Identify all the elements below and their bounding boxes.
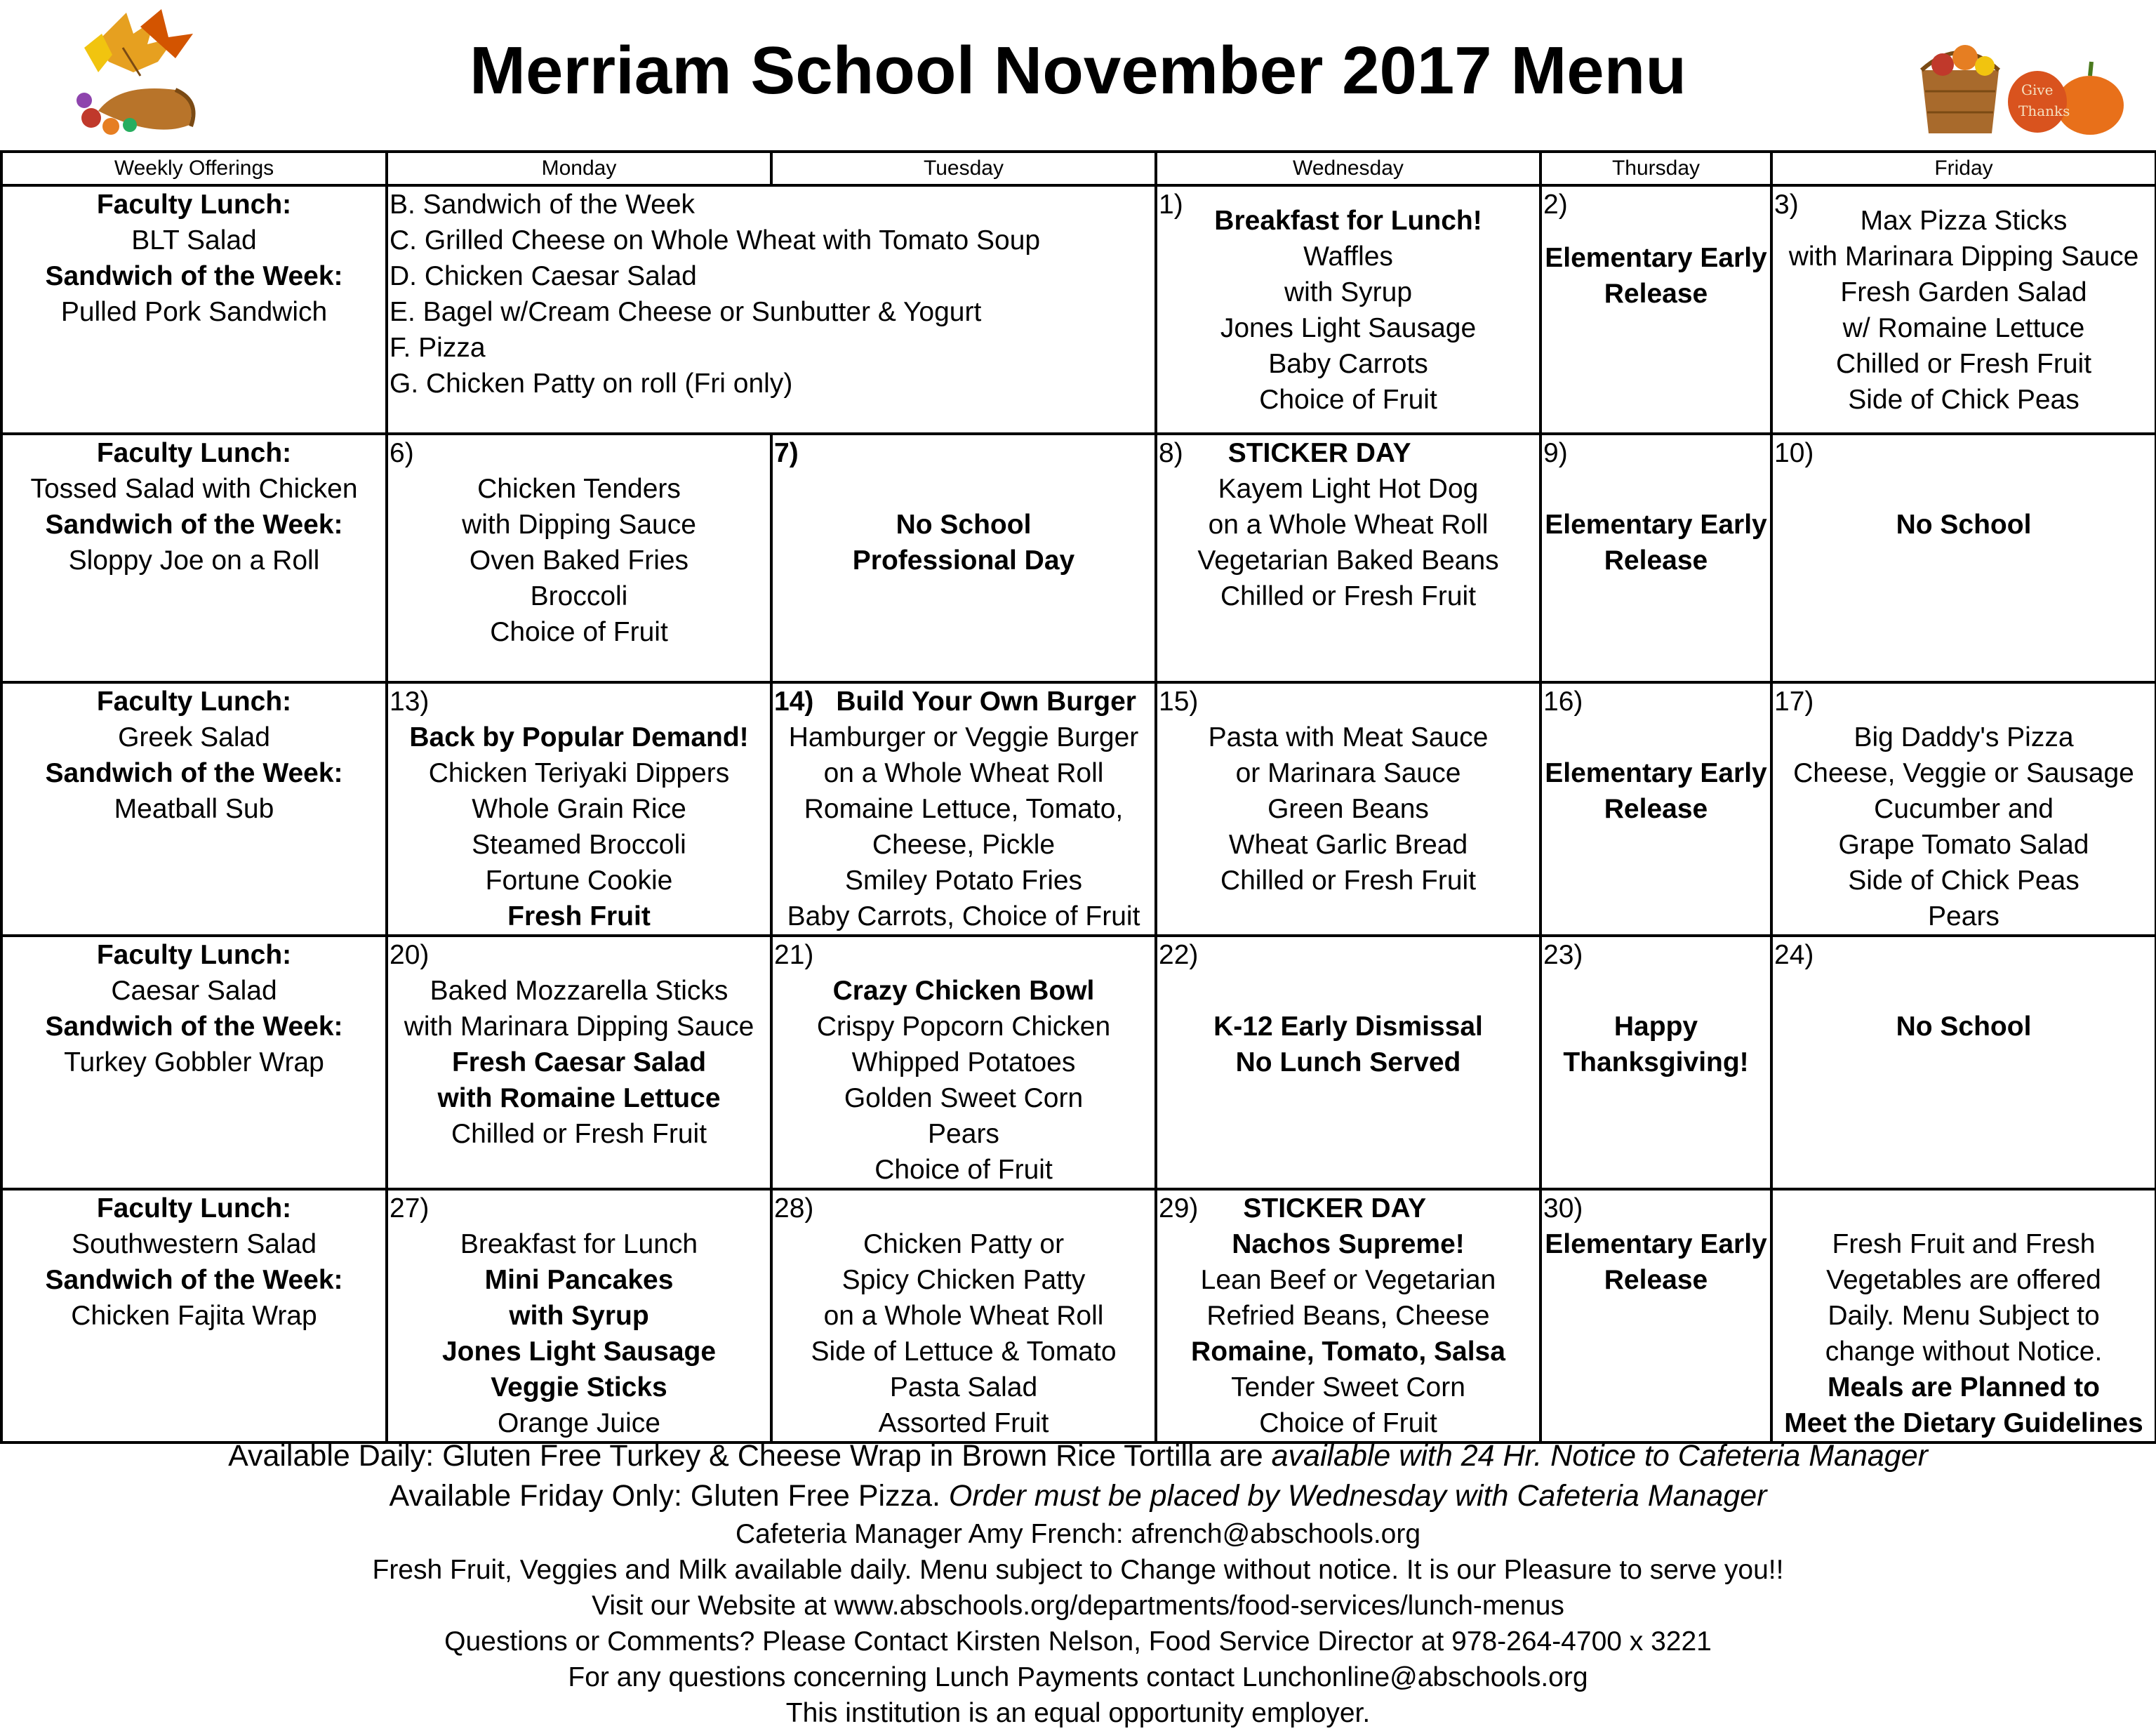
day-number	[1159, 435, 1538, 471]
day-cell	[387, 1189, 771, 1442]
menu-line: Max Pizza Sticks	[1860, 206, 2068, 236]
menu-line: Pasta with Meat Sauce	[1208, 722, 1489, 752]
week-row-3	[1, 682, 2156, 936]
footer-text: Available Friday Only: Gluten Free Pizza.	[389, 1479, 949, 1513]
menu-line: Fresh Fruit	[507, 901, 651, 931]
menu-line: Vegetarian Baked Beans	[1197, 545, 1499, 576]
menu-line: with Syrup	[509, 1301, 649, 1331]
column-header-monday: Monday	[387, 152, 771, 185]
menu-line: Chilled or Fresh Fruit	[1220, 581, 1477, 611]
menu-line: Side of Lettuce & Tomato	[811, 1337, 1117, 1367]
menu-line: No School	[1896, 1012, 2032, 1042]
page-title: Merriam School November 2017 Menu	[470, 33, 1686, 108]
menu-line: Refried Beans, Cheese	[1206, 1301, 1490, 1331]
build-burger-label: Build Your Own Burger	[836, 687, 1136, 717]
menu-line: Release	[1604, 279, 1708, 309]
offering-item: C. Grilled Cheese on Whole Wheat with Tomato Soup	[390, 225, 1041, 256]
menu-line: on a Whole Wheat Roll	[823, 758, 1104, 788]
day-number: 17)	[1774, 687, 1814, 717]
menu-line: K-12 Early Dismissal	[1213, 1012, 1483, 1042]
footer-equal-opportunity: This institution is an equal opportunity employer.	[785, 1698, 1371, 1728]
day-number: 23)	[1543, 940, 1583, 970]
day-cell	[1156, 936, 1541, 1189]
menu-line: Chilled or Fresh Fruit	[1220, 866, 1477, 896]
menu-line: Green Beans	[1267, 794, 1429, 824]
day-number: 20)	[390, 940, 430, 970]
day-cell	[1771, 682, 2156, 936]
day-number: 1)	[1159, 190, 1183, 220]
day-number: 13)	[390, 687, 430, 717]
day-number-text: 14)	[774, 687, 814, 717]
menu-line: Baked Mozzarella Sticks	[430, 976, 728, 1006]
menu-line: with Marinara Dipping Sauce	[1788, 241, 2139, 272]
menu-line: Chicken Tenders	[477, 474, 681, 504]
offering-item: E. Bagel w/Cream Cheese or Sunbutter & Yogurt	[390, 297, 982, 327]
day-cell	[1541, 936, 1771, 1189]
menu-line: Oven Baked Fries	[469, 545, 689, 576]
column-header-thursday: Thursday	[1541, 152, 1771, 185]
weekly-offerings-list	[387, 185, 1156, 434]
menu-line: with Marinara Dipping Sauce	[404, 1012, 754, 1042]
day-number: 3)	[1774, 190, 1799, 220]
menu-line: Grape Tomato Salad	[1838, 830, 2089, 860]
footer-text: Available Daily: Gluten Free Turkey & Cheese Wrap in Brown Rice Tortilla are	[228, 1439, 1272, 1473]
footer-fresh-fruit: Fresh Fruit, Veggies and Milk available daily. Menu subject to Change without notice. It is our Pleasure to serve you!!	[372, 1555, 1784, 1585]
menu-line: Crispy Popcorn Chicken	[816, 1012, 1111, 1042]
menu-line: Breakfast for Lunch!	[1214, 206, 1482, 236]
menu-line: Chilled or Fresh Fruit	[1835, 349, 2092, 379]
sandwich-label: Sandwich of the Week:	[45, 1012, 343, 1042]
sandwich-item: Meatball Sub	[114, 794, 274, 824]
menu-line: Elementary Early	[1545, 758, 1767, 788]
menu-line: Romaine, Tomato, Salsa	[1191, 1337, 1505, 1367]
menu-line: Elementary Early	[1545, 510, 1767, 540]
menu-line: Lean Beef or Vegetarian	[1200, 1265, 1496, 1295]
menu-line: Tender Sweet Corn	[1231, 1372, 1465, 1402]
menu-line: Happy	[1613, 1012, 1698, 1042]
menu-line: Meals are Planned to	[1828, 1372, 2100, 1402]
sandwich-label: Sandwich of the Week:	[45, 510, 343, 540]
day-number: 24)	[1774, 940, 1814, 970]
menu-line: Release	[1604, 545, 1708, 576]
menu-line: Waffles	[1303, 241, 1393, 272]
day-cell	[771, 936, 1156, 1189]
day-cell	[1541, 185, 1771, 434]
menu-line: No School	[896, 510, 1032, 540]
menu-table	[0, 150, 2156, 1444]
day-cell	[387, 682, 771, 936]
menu-line: No Lunch Served	[1235, 1047, 1461, 1077]
menu-line: Veggie Sticks	[491, 1372, 667, 1402]
faculty-cell	[1, 185, 387, 434]
menu-line: Steamed Broccoli	[472, 830, 686, 860]
menu-line: on a Whole Wheat Roll	[1208, 510, 1489, 540]
day-number	[1774, 1191, 2153, 1226]
sandwich-item: Pulled Pork Sandwich	[60, 297, 328, 327]
menu-line: Fresh Fruit and Fresh	[1832, 1229, 2096, 1259]
sandwich-label: Sandwich of the Week:	[45, 758, 343, 788]
menu-line: Side of Chick Peas	[1848, 385, 2080, 415]
faculty-cell	[1, 936, 387, 1189]
faculty-lunch-label: Faculty Lunch:	[96, 687, 292, 717]
faculty-cell	[1, 1189, 387, 1442]
week-row-5	[1, 1189, 2156, 1442]
day-number: 9)	[1543, 438, 1568, 468]
day-number: 30)	[1543, 1193, 1583, 1223]
sticker-day-label: STICKER DAY	[1243, 1193, 1427, 1223]
day-cell	[1541, 1189, 1771, 1442]
day-header-row	[1, 152, 2156, 185]
menu-line: Jones Light Sausage	[1220, 313, 1477, 343]
week-row-1	[1, 185, 2156, 434]
day-cell	[1156, 1189, 1541, 1442]
give-thanks-pumpkins-image	[1915, 7, 2125, 140]
day-cell	[1156, 434, 1541, 682]
menu-line: Wheat Garlic Bread	[1228, 830, 1468, 860]
faculty-lunch-item: BLT Salad	[131, 225, 257, 256]
faculty-cell	[1, 434, 387, 682]
week-row-2	[1, 434, 2156, 682]
menu-line: with Dipping Sauce	[462, 510, 696, 540]
day-number: 16)	[1543, 687, 1583, 717]
day-cell	[1156, 682, 1541, 936]
faculty-lunch-label: Faculty Lunch:	[96, 1193, 292, 1223]
menu-line: Fresh Garden Salad	[1840, 277, 2087, 307]
menu-line: Pears	[1928, 901, 1999, 931]
footer-lunch-payments: For any questions concerning Lunch Payments contact Lunchonline@abschools.org	[568, 1662, 1588, 1692]
faculty-lunch-item: Southwestern Salad	[71, 1229, 317, 1259]
day-cell	[1771, 1189, 2156, 1442]
menu-line: Elementary Early	[1545, 1229, 1767, 1259]
menu-line: Whole Grain Rice	[472, 794, 686, 824]
menu-line: w/ Romaine Lettuce	[1842, 313, 2085, 343]
day-number: 7)	[774, 438, 799, 468]
footer-gluten-free-pizza	[0, 1476, 2156, 1516]
sandwich-item: Sloppy Joe on a Roll	[68, 545, 320, 576]
menu-line: Baby Carrots, Choice of Fruit	[787, 901, 1140, 931]
faculty-cell	[1, 682, 387, 936]
offering-item: G. Chicken Patty on roll (Fri only)	[390, 369, 793, 399]
day-number: 15)	[1159, 687, 1199, 717]
menu-line: Chicken Teriyaki Dippers	[428, 758, 730, 788]
menu-line: Cheese, Veggie or Sausage	[1793, 758, 2134, 788]
menu-line: Fresh Caesar Salad	[451, 1047, 707, 1077]
day-number: 27)	[390, 1193, 430, 1223]
day-number: 2)	[1543, 190, 1568, 220]
column-header-friday: Friday	[1771, 152, 2156, 185]
menu-line: No School	[1896, 510, 2032, 540]
footer-website: Visit our Website at www.abschools.org/departments/food-services/lunch-menus	[592, 1591, 1564, 1621]
svg-text:Thanks: Thanks	[2018, 102, 2070, 119]
faculty-lunch-label: Faculty Lunch:	[96, 940, 292, 970]
menu-line: Broccoli	[530, 581, 628, 611]
day-cell	[771, 1189, 1156, 1442]
day-number	[1159, 1191, 1538, 1226]
menu-line: Breakfast for Lunch	[460, 1229, 698, 1259]
menu-line: Kayem Light Hot Dog	[1218, 474, 1479, 504]
menu-line: Golden Sweet Corn	[844, 1083, 1084, 1113]
menu-header	[0, 0, 2156, 149]
day-number: 22)	[1159, 940, 1199, 970]
day-number: 28)	[774, 1193, 814, 1223]
menu-line: Pasta Salad	[889, 1372, 1038, 1402]
footer-text-italic: available with 24 Hr. Notice to Cafeteria Manager	[1271, 1439, 1928, 1473]
day-cell	[771, 682, 1156, 936]
column-header-tuesday: Tuesday	[771, 152, 1156, 185]
menu-line: Daily. Menu Subject to	[1828, 1301, 2100, 1331]
faculty-lunch-item: Greek Salad	[118, 722, 270, 752]
menu-line: Choice of Fruit	[874, 1155, 1053, 1185]
footer-text-italic: Order must be placed by Wednesday with Cafeteria Manager	[948, 1479, 1767, 1513]
menu-line: Meet the Dietary Guidelines	[1784, 1408, 2143, 1438]
menu-line: Chicken Patty or	[863, 1229, 1065, 1259]
day-number: 6)	[390, 438, 414, 468]
sandwich-item: Turkey Gobbler Wrap	[64, 1047, 324, 1077]
give-thanks-sign-text: Give	[2021, 81, 2054, 98]
sandwich-label: Sandwich of the Week:	[45, 1265, 343, 1295]
day-cell	[1156, 185, 1541, 434]
sandwich-label: Sandwich of the Week:	[45, 261, 343, 291]
offering-item: F. Pizza	[390, 333, 486, 363]
menu-line: Cheese, Pickle	[872, 830, 1056, 860]
day-number	[774, 684, 1153, 719]
day-cell	[387, 936, 771, 1189]
menu-line: Romaine Lettuce, Tomato,	[804, 794, 1124, 824]
menu-line: Nachos Supreme!	[1232, 1229, 1465, 1259]
menu-line: with Syrup	[1284, 277, 1413, 307]
footer-questions: Questions or Comments? Please Contact Kirsten Nelson, Food Service Director at 978-264-4700 x 3221	[444, 1626, 1712, 1657]
menu-line: Back by Popular Demand!	[409, 722, 749, 752]
menu-line: Hamburger or Veggie Burger	[788, 722, 1139, 752]
day-cell	[1541, 434, 1771, 682]
menu-line: Thanksgiving!	[1563, 1047, 1749, 1077]
day-cell	[771, 434, 1156, 682]
menu-line: change without Notice.	[1825, 1337, 2103, 1367]
sandwich-item: Chicken Fajita Wrap	[71, 1301, 317, 1331]
offering-item: B. Sandwich of the Week	[390, 190, 696, 220]
day-cell	[1771, 185, 2156, 434]
faculty-lunch-item: Caesar Salad	[111, 976, 277, 1006]
week-row-4	[1, 936, 2156, 1189]
day-cell	[1771, 434, 2156, 682]
day-cell	[1541, 682, 1771, 936]
menu-line: Choice of Fruit	[1259, 1408, 1437, 1438]
sticker-day-label: STICKER DAY	[1227, 438, 1411, 468]
menu-line: Elementary Early	[1545, 243, 1767, 273]
menu-line: Release	[1604, 794, 1708, 824]
faculty-lunch-label: Faculty Lunch:	[96, 438, 292, 468]
faculty-lunch-label: Faculty Lunch:	[96, 190, 292, 220]
offering-item: D. Chicken Caesar Salad	[390, 261, 697, 291]
day-number: 10)	[1774, 438, 1814, 468]
menu-line: with Romaine Lettuce	[437, 1083, 721, 1113]
menu-line: or Marinara Sauce	[1235, 758, 1461, 788]
day-number: 21)	[774, 940, 814, 970]
column-header-weekly-offerings: Weekly Offerings	[1, 152, 387, 185]
footer-gluten-free-wrap	[0, 1436, 2156, 1476]
menu-line: Choice of Fruit	[490, 617, 668, 647]
menu-line: Baby Carrots	[1268, 349, 1428, 379]
menu-line: Smiley Potato Fries	[844, 866, 1083, 896]
menu-line: Professional Day	[852, 545, 1075, 576]
menu-line: Assorted Fruit	[878, 1408, 1049, 1438]
menu-line: Side of Chick Peas	[1848, 866, 2080, 896]
menu-line: Cucumber and	[1874, 794, 2054, 824]
faculty-lunch-item: Tossed Salad with Chicken	[30, 474, 358, 504]
menu-footer	[0, 1436, 2156, 1731]
menu-line: Chilled or Fresh Fruit	[451, 1119, 707, 1149]
menu-line: Fortune Cookie	[485, 866, 673, 896]
menu-line: Vegetables are offered	[1826, 1265, 2101, 1295]
menu-line: Jones Light Sausage	[441, 1337, 717, 1367]
menu-line: Choice of Fruit	[1259, 385, 1437, 415]
footer-cafeteria-manager: Cafeteria Manager Amy French: afrench@abschools.org	[735, 1519, 1421, 1549]
menu-line: Mini Pancakes	[484, 1265, 674, 1295]
menu-line: Spicy Chicken Patty	[841, 1265, 1086, 1295]
menu-line: Whipped Potatoes	[851, 1047, 1076, 1077]
day-cell	[1771, 936, 2156, 1189]
menu-line: Big Daddy's Pizza	[1854, 722, 2074, 752]
menu-line: Crazy Chicken Bowl	[832, 976, 1095, 1006]
day-number-text: 29)	[1159, 1193, 1199, 1223]
menu-line: Orange Juice	[498, 1408, 660, 1438]
menu-line: Pears	[928, 1119, 999, 1149]
day-number-text: 8)	[1159, 438, 1183, 468]
menu-line: Release	[1604, 1265, 1708, 1295]
column-header-wednesday: Wednesday	[1156, 152, 1541, 185]
menu-line: on a Whole Wheat Roll	[823, 1301, 1104, 1331]
day-cell	[387, 434, 771, 682]
